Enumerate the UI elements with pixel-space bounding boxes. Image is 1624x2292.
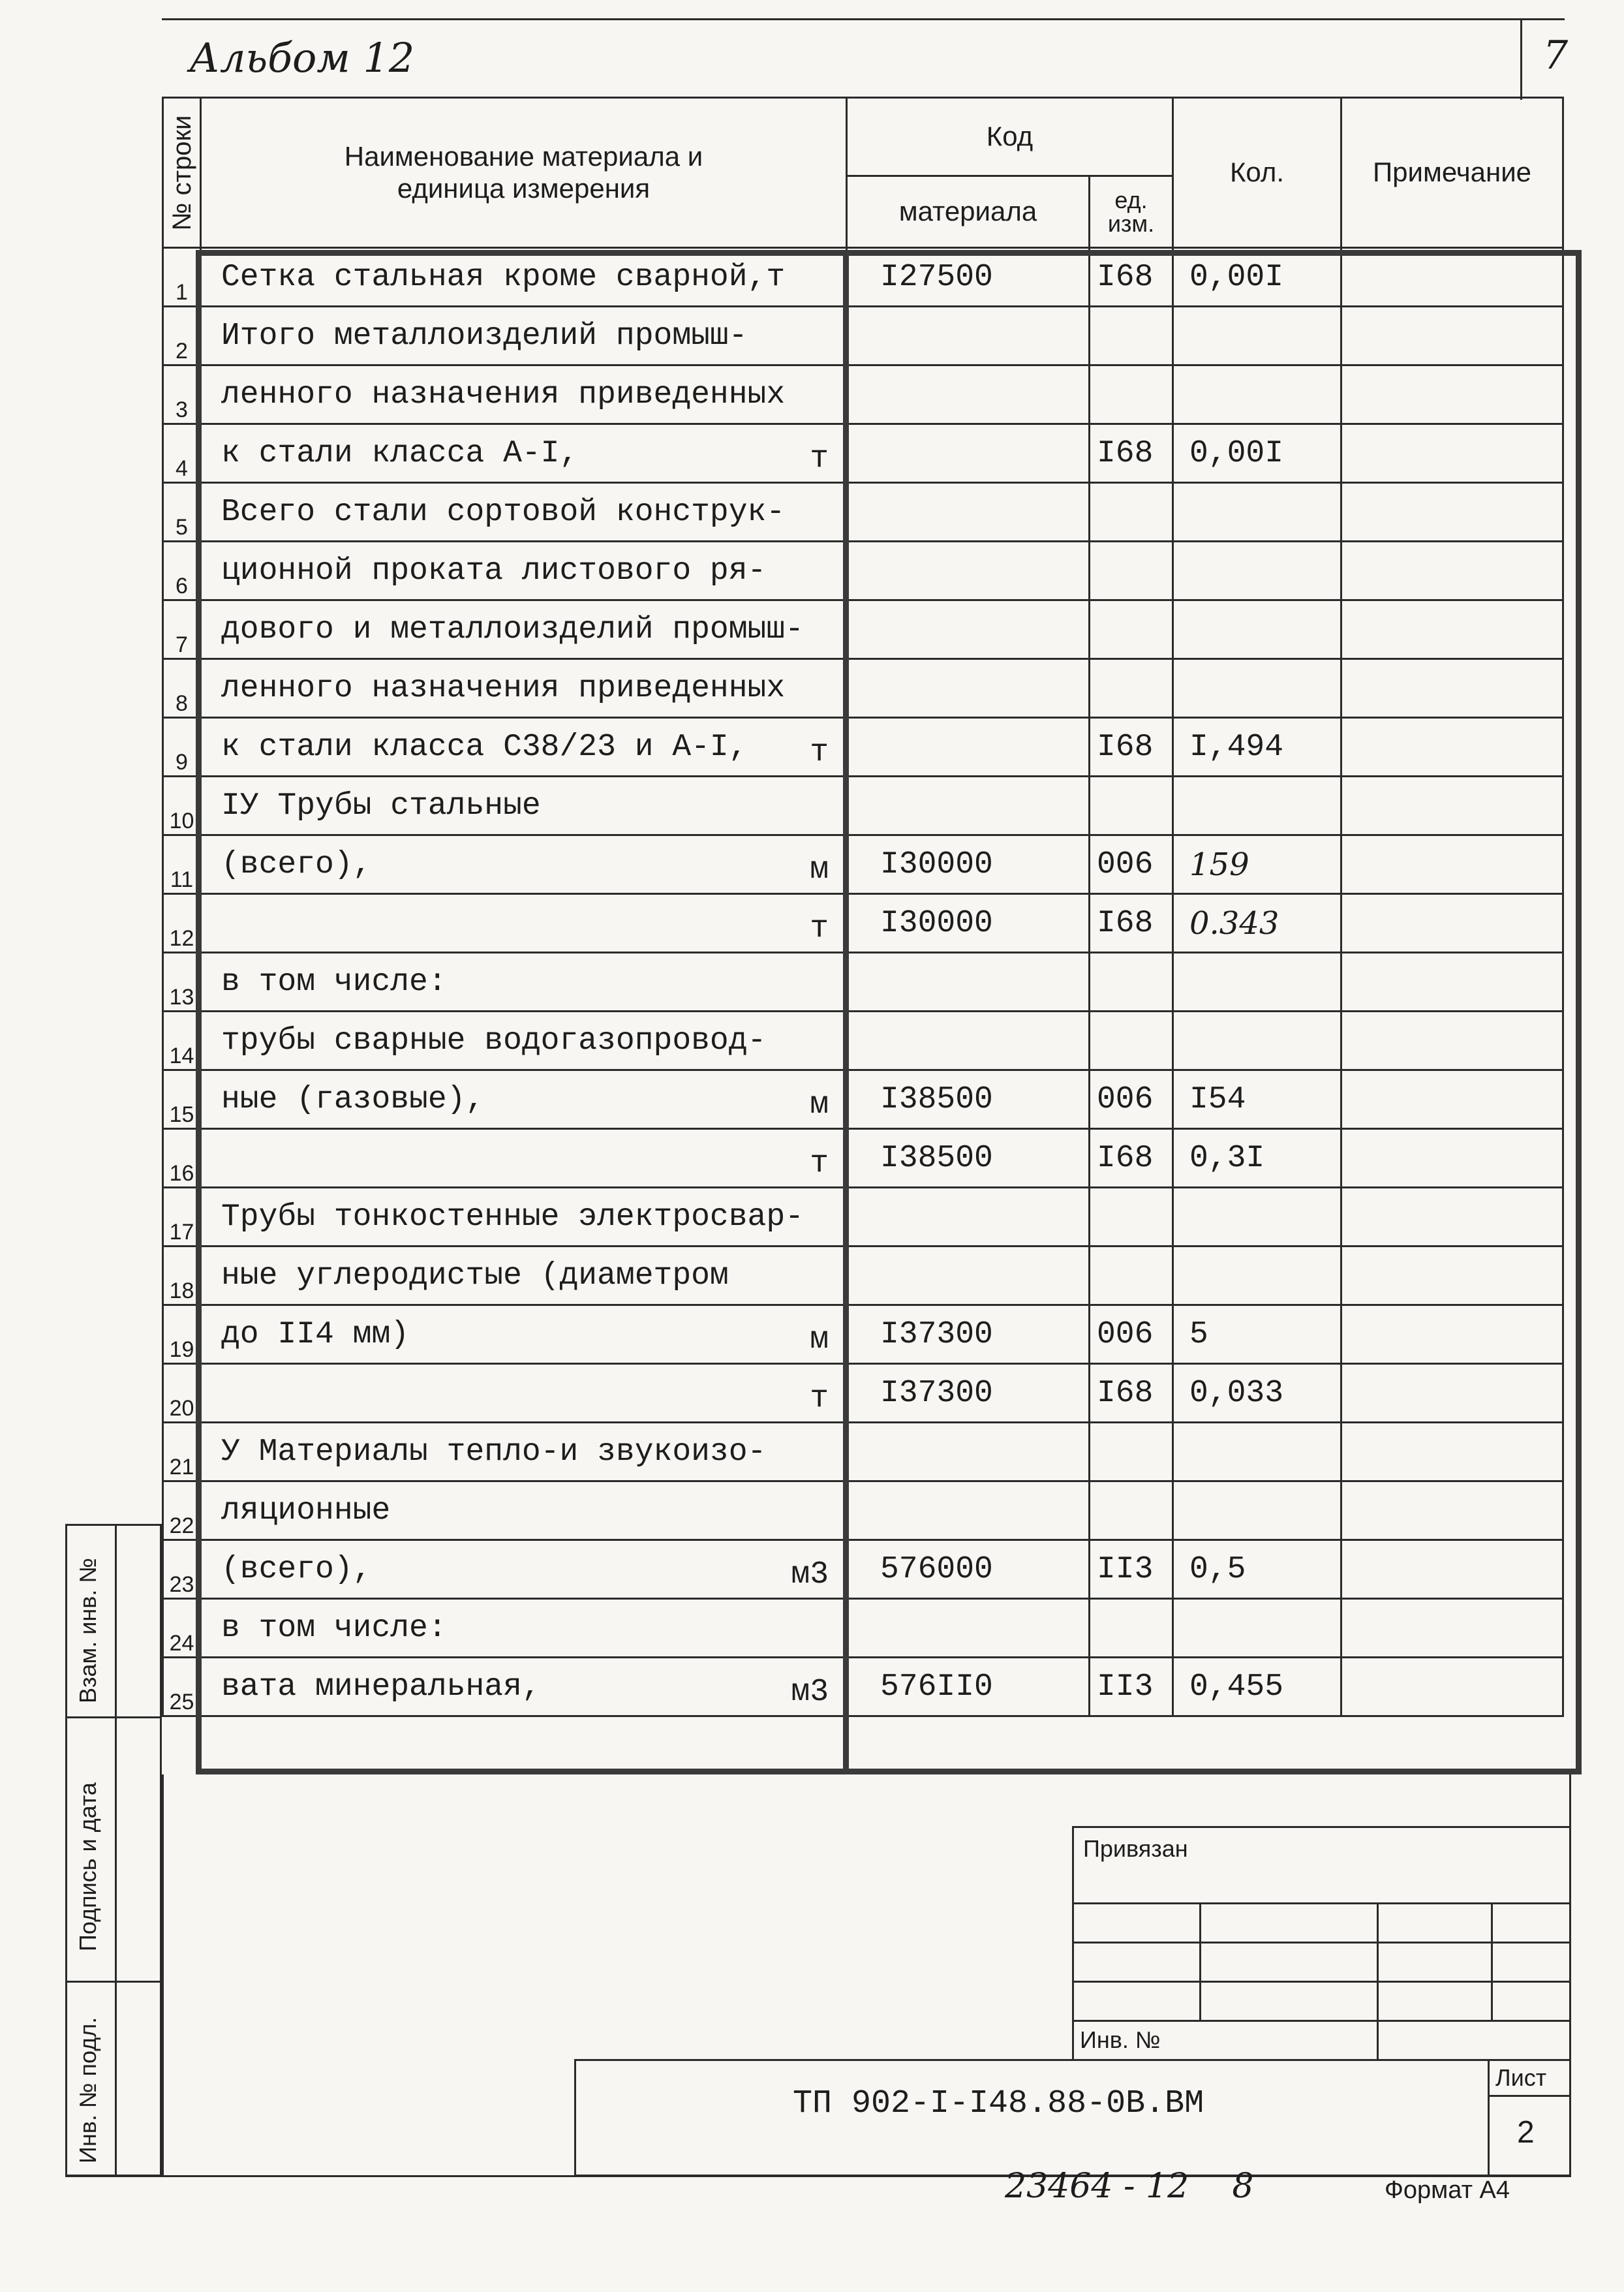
row-number: 13: [163, 953, 201, 1012]
material-name-text: ляционные: [221, 1493, 391, 1528]
material-unit: т: [810, 911, 829, 946]
qty-header: Кол.: [1173, 98, 1341, 248]
document-number: ТП 902-I-I48.88-0В.ВМ: [793, 2085, 1204, 2122]
material-code: I38500: [847, 1129, 1090, 1188]
row-number-header: № строки: [163, 98, 201, 248]
material-name-text: ционной проката листового ря-: [221, 553, 767, 589]
page-number-divider: [1520, 18, 1522, 100]
sheet-divider: [1488, 2059, 1490, 2176]
material-name-text: Сетка стальная кроме сварной,т: [221, 259, 786, 295]
row-number: 7: [163, 600, 201, 659]
material-name-text: Итого металлоизделий промыш-: [221, 318, 748, 354]
unit-code: I68: [1090, 1129, 1173, 1188]
material-unit: м3: [791, 1557, 829, 1592]
material-unit: м3: [791, 1675, 829, 1710]
row-number: 21: [163, 1423, 201, 1481]
lower-frame-left: [162, 1774, 164, 2176]
material-code: 576000: [847, 1540, 1090, 1599]
unit-code: 006: [1090, 835, 1173, 894]
unit-code: I68: [1090, 248, 1173, 307]
code-column-thick-rule: [843, 250, 849, 1774]
quantity: 159: [1173, 835, 1341, 894]
row-number: 2: [163, 307, 201, 365]
stamp-col-2: [1377, 1902, 1379, 2061]
row-number: 18: [163, 1247, 201, 1305]
material-name-text: ленного назначения приведенных: [221, 670, 786, 706]
unit-code: II3: [1090, 1658, 1173, 1716]
row-number: 17: [163, 1188, 201, 1247]
unit-code-header: ед. изм.: [1090, 176, 1173, 248]
privyazan-label: Привязан: [1083, 1835, 1188, 1862]
unit-code: 006: [1090, 1305, 1173, 1364]
quantity: I,494: [1173, 718, 1341, 777]
row-number: 15: [163, 1070, 201, 1129]
side-strip-rule-2: [65, 1981, 162, 1983]
note-header: Примечание: [1341, 98, 1563, 248]
signature-date-label: Подпись и дата: [74, 1782, 101, 1951]
quantity: 0,455: [1173, 1658, 1341, 1716]
material-unit: т: [810, 441, 829, 476]
sheet-value: 2: [1517, 2115, 1535, 2150]
material-name-text: IУ Трубы стальные: [221, 788, 541, 824]
format-label: Формат А4: [1385, 2176, 1510, 2204]
quantity: 0,00I: [1173, 424, 1341, 483]
row-number: 20: [163, 1364, 201, 1423]
row-number: 22: [163, 1481, 201, 1540]
quantity: I54: [1173, 1070, 1341, 1129]
quantity: 5: [1173, 1305, 1341, 1364]
code-header: Код: [847, 98, 1173, 176]
top-rule: [162, 18, 1565, 20]
material-unit: м: [810, 1087, 829, 1123]
material-unit: т: [810, 1381, 829, 1416]
name-header: Наименование материала и единица измерения: [201, 98, 847, 248]
row-number: 16: [163, 1129, 201, 1188]
stamp-row-2: [1072, 1942, 1571, 1944]
material-name-text: ные (газовые),: [221, 1081, 485, 1117]
material-name-text: У Материалы тепло-и звукоизо-: [221, 1434, 767, 1470]
material-code: I38500: [847, 1070, 1090, 1129]
sheet-label: Лист: [1495, 2064, 1547, 2091]
material-name-text: к стали класса С38/23 и А-I,: [221, 729, 748, 765]
material-name-text: в том числе:: [221, 964, 447, 1000]
row-number: 4: [163, 424, 201, 483]
data-frame: [196, 250, 1582, 1774]
quantity: 0,033: [1173, 1364, 1341, 1423]
material-code: I37300: [847, 1364, 1090, 1423]
unit-code: I68: [1090, 424, 1173, 483]
row-number: 11: [163, 835, 201, 894]
material-code: I37300: [847, 1305, 1090, 1364]
material-name-text: (всего),: [221, 1551, 372, 1587]
material-name-text: дового и металлоизделий промыш-: [221, 612, 804, 647]
side-strip-divider: [115, 1524, 117, 2176]
row-number: 9: [163, 718, 201, 777]
material-name-text: Всего стали сортовой конструк-: [221, 494, 786, 530]
row-number: 6: [163, 542, 201, 600]
material-name-text: ные углеродистые (диаметром: [221, 1258, 729, 1293]
material-name-text: трубы сварные водогазопровод-: [221, 1023, 767, 1059]
stamp-col-1: [1199, 1902, 1201, 2020]
material-code: I27500: [847, 248, 1090, 307]
material-unit: т: [810, 735, 829, 770]
stamp-col-3: [1491, 1902, 1493, 2020]
stamp-row-1: [1072, 1902, 1571, 1904]
material-code-header: материала: [847, 176, 1090, 248]
row-number: 3: [163, 365, 201, 424]
row-number: 1: [163, 248, 201, 307]
material-code: I30000: [847, 894, 1090, 953]
material-name-text: Трубы тонкостенные электросвар-: [221, 1199, 804, 1235]
material-unit: т: [810, 1146, 829, 1181]
page-number: 7: [1543, 33, 1569, 78]
row-number: 23: [163, 1540, 201, 1599]
stamp-row-3: [1072, 1981, 1571, 1983]
sheet-label-rule: [1488, 2095, 1571, 2097]
row-number: 25: [163, 1658, 201, 1716]
row-number: 10: [163, 777, 201, 835]
material-code: 576II0: [847, 1658, 1090, 1716]
material-name-text: в том числе:: [221, 1610, 447, 1646]
inv-podl-label: Инв. № подл.: [74, 2017, 101, 2163]
row-number: 12: [163, 894, 201, 953]
unit-code: 006: [1090, 1070, 1173, 1129]
material-code: I30000: [847, 835, 1090, 894]
stamp-row-4: [1072, 2020, 1571, 2022]
unit-code: I68: [1090, 718, 1173, 777]
quantity: 0.343: [1173, 894, 1341, 953]
material-name-text: до II4 мм): [221, 1316, 410, 1352]
row-number: 14: [163, 1012, 201, 1070]
material-name-text: (всего),: [221, 846, 372, 882]
row-number: 19: [163, 1305, 201, 1364]
vzam-inv-label: Взам. инв. №: [74, 1557, 101, 1703]
material-unit: м: [810, 1322, 829, 1357]
quantity: 0,5: [1173, 1540, 1341, 1599]
row-number: 8: [163, 659, 201, 718]
album-label: Альбом 12: [189, 34, 415, 82]
side-strip-rule-1: [65, 1716, 162, 1718]
material-unit: м: [810, 852, 829, 888]
row-number: 5: [163, 483, 201, 542]
quantity: 0,00I: [1173, 248, 1341, 307]
inv-no-label: Инв. №: [1080, 2026, 1161, 2053]
unit-code: II3: [1090, 1540, 1173, 1599]
unit-code: I68: [1090, 1364, 1173, 1423]
material-name-text: к стали класса А-I,: [221, 435, 579, 471]
handwritten-archive-number: 23464 - 12 8: [1005, 2167, 1254, 2206]
quantity: 0,3I: [1173, 1129, 1341, 1188]
unit-code: I68: [1090, 894, 1173, 953]
material-name-text: вата минеральная,: [221, 1669, 541, 1705]
row-number: 24: [163, 1599, 201, 1658]
material-name-text: ленного назначения приведенных: [221, 377, 786, 412]
